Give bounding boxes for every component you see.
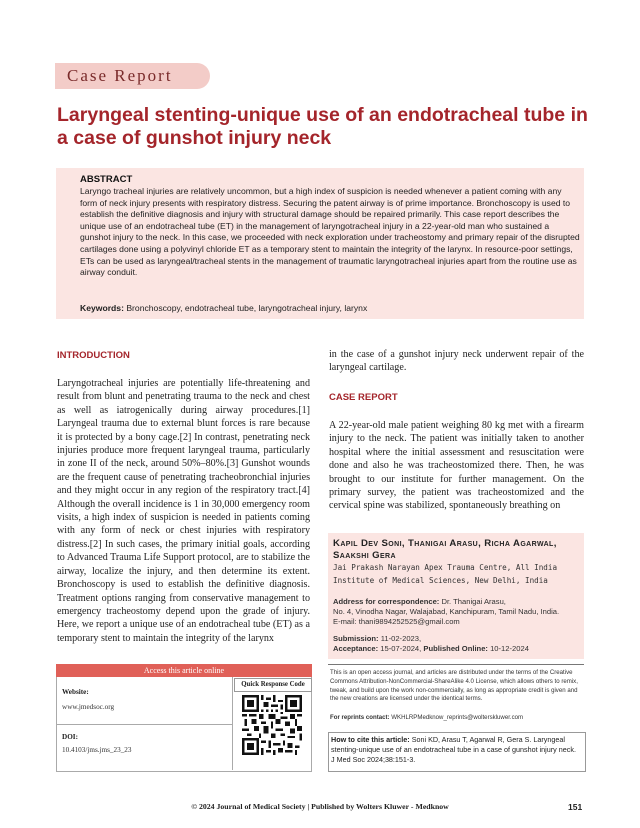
doi-label: DOI: xyxy=(62,733,78,741)
acceptance-date: 15-07-2024, xyxy=(380,644,422,653)
divider xyxy=(232,677,233,770)
reprints-email[interactable]: WKHLRPMedknow_reprints@wolterskluwer.com xyxy=(391,714,524,721)
acceptance-label: Acceptance: xyxy=(333,644,379,653)
citation-text: Soni KD, Arasu T, Agarwal R, Gera S. Laryngeal stenting-unique use of an endotracheal tube in a case of gunshot injury neck. J Med Soc 2024;38:151-3. xyxy=(331,735,576,764)
doi-link[interactable]: 10.4103/jms.jms_23_23 xyxy=(62,746,132,754)
keywords-label: Keywords: xyxy=(80,303,124,313)
author-affiliation: Jai Prakash Narayan Apex Trauma Centre, All India Institute of Medical Sciences, New Delhi, India xyxy=(333,563,558,585)
correspondence xyxy=(333,597,583,627)
author-names: Kapil Dev Soni, Thanigai Arasu, Richa Agarwal, Saakshi Gera xyxy=(333,538,557,561)
case-report-text: A 22-year-old male patient weighing 80 kg met with a firearm injury to the neck. The patient was initially taken to another hospital where the initial assessment and resuscitation were done and also he was tracheostomized there. Then, he was brought to our institute for further management. On the primary survey, the patient was tracheostomized and the cervical spine was stabilized, spontaneously breathing on xyxy=(329,420,584,512)
keywords xyxy=(80,303,580,314)
website-label: Website: xyxy=(62,688,89,696)
page-number: 151 xyxy=(568,802,583,812)
divider xyxy=(56,724,232,725)
published-date: 10-12-2024 xyxy=(490,644,529,653)
citation xyxy=(331,735,581,765)
page-footer: © 2024 Journal of Medical Society | Published by Wolters Kluwer - Medknow xyxy=(191,802,449,811)
abstract-heading: ABSTRACT xyxy=(80,174,133,185)
submission-date: 11-02-2023, xyxy=(380,634,422,643)
section-label-tab xyxy=(55,63,210,89)
introduction-continuation: in the case of a gunshot injury neck underwent repair of the laryngeal cartilage. xyxy=(329,349,584,374)
published-label: Published Online: xyxy=(423,644,488,653)
section-label: Case Report xyxy=(67,66,173,85)
citation-label: How to cite this article: xyxy=(331,735,410,744)
correspondence-address: No. 4, Vinodha Nagar, Walajabad, Kanchipuram, Tamil Nadu, India. xyxy=(333,607,560,616)
keywords-value: Bronchoscopy, endotracheal tube, laryngotracheal injury, larynx xyxy=(126,303,368,313)
article-title: Laryngeal stenting-unique use of an endotracheal tube in a case of gunshot injury neck xyxy=(57,104,588,149)
website-link[interactable]: www.jmedsoc.org xyxy=(62,703,115,711)
submission-label: Submission: xyxy=(333,634,379,643)
reprints-label: For reprints contact: xyxy=(330,714,390,721)
case-report-heading: CASE REPORT xyxy=(329,392,398,403)
access-header: Access this article online xyxy=(56,664,312,677)
qr-code-label: Quick Response Code xyxy=(234,678,312,692)
reprints-contact xyxy=(330,714,584,721)
divider xyxy=(328,664,584,665)
introduction-heading: INTRODUCTION xyxy=(57,350,130,361)
abstract-text: Laryngo tracheal injuries are relatively uncommon, but a high index of suspicion is needed whenever a patient coming with any form of neck injury presents with respiratory distress. Securing the patent airway is of prime importance. Bronchoscopy is used to establish the definitive diagnosis and injury with structural damage should be repaired primarily. This case report describes the unique use of an endotracheal tube (ET) in the management of laryngotracheal injury in a 22-year-old man who sustained a gunshot injury to the neck. In this case, we proceeded with neck exploration under tracheostomy and primary repair of the disrupted cartilages done using a polyvinyl chloride ET as a temporary stent to maintain the integrity of the larynx. In resource-poor settings, ETs can be used as laryngeal/tracheal stents in the management of traumatic laryngotracheal injuries apart from the routine use as airway conduit. xyxy=(80,186,580,278)
introduction-text: Laryngotracheal injuries are potentially life-threatening and result from blunt and penetrating trauma to the neck and chest as well as iatrogenically during airway procedures.[1] Laryngeal trauma due to external blunt forces is rare because it is protected by a bony cage.[2] In contrast, penetrating neck injuries produce more frequent laryngeal trauma, particularly in zone II of the neck, around 50%–80%.[3] Gunshot wounds are the frequent cause of penetrating tracheobronchial injuries and they might occur in any region of the respiratory tract.[4] Although the overall incidence is 1 in 30,000 emergency room visits, a high index of suspicion is needed in patients coming with any form of neck or chest injuries with respiratory distress.[2] In such cases, the primary initial goals, according to Advanced Trauma Life Support protocol, are to stabilize the airway, localize the injury, and then determine its extent. Bronchoscopy is used to establish the definitive diagnosis. Treatment options ranging from conservative management to emergency tracheostomy depend upon the grade of injury. Here, we report a unique use of an endotracheal tube (ET) as a temporary stent to maintain the integrity of the larynx xyxy=(57,378,310,644)
correspondence-name: Dr. Thanigai Arasu, xyxy=(441,597,506,606)
correspondence-email[interactable]: E-mail: thani9894252525@gmail.com xyxy=(333,617,460,626)
correspondence-label: Address for correspondence: xyxy=(333,597,440,606)
article-dates xyxy=(333,634,583,654)
qr-code-image[interactable] xyxy=(242,695,302,755)
open-access-notice: This is an open access journal, and articles are distributed under the terms of the Creative Commons Attribution-NonCommercial-ShareAlike 4.0 License, which allows others to remix, tweak, and build upon the work non-commercially, as long as appropriate credit is given and the new creations are licensed under the identical terms. xyxy=(330,669,578,703)
